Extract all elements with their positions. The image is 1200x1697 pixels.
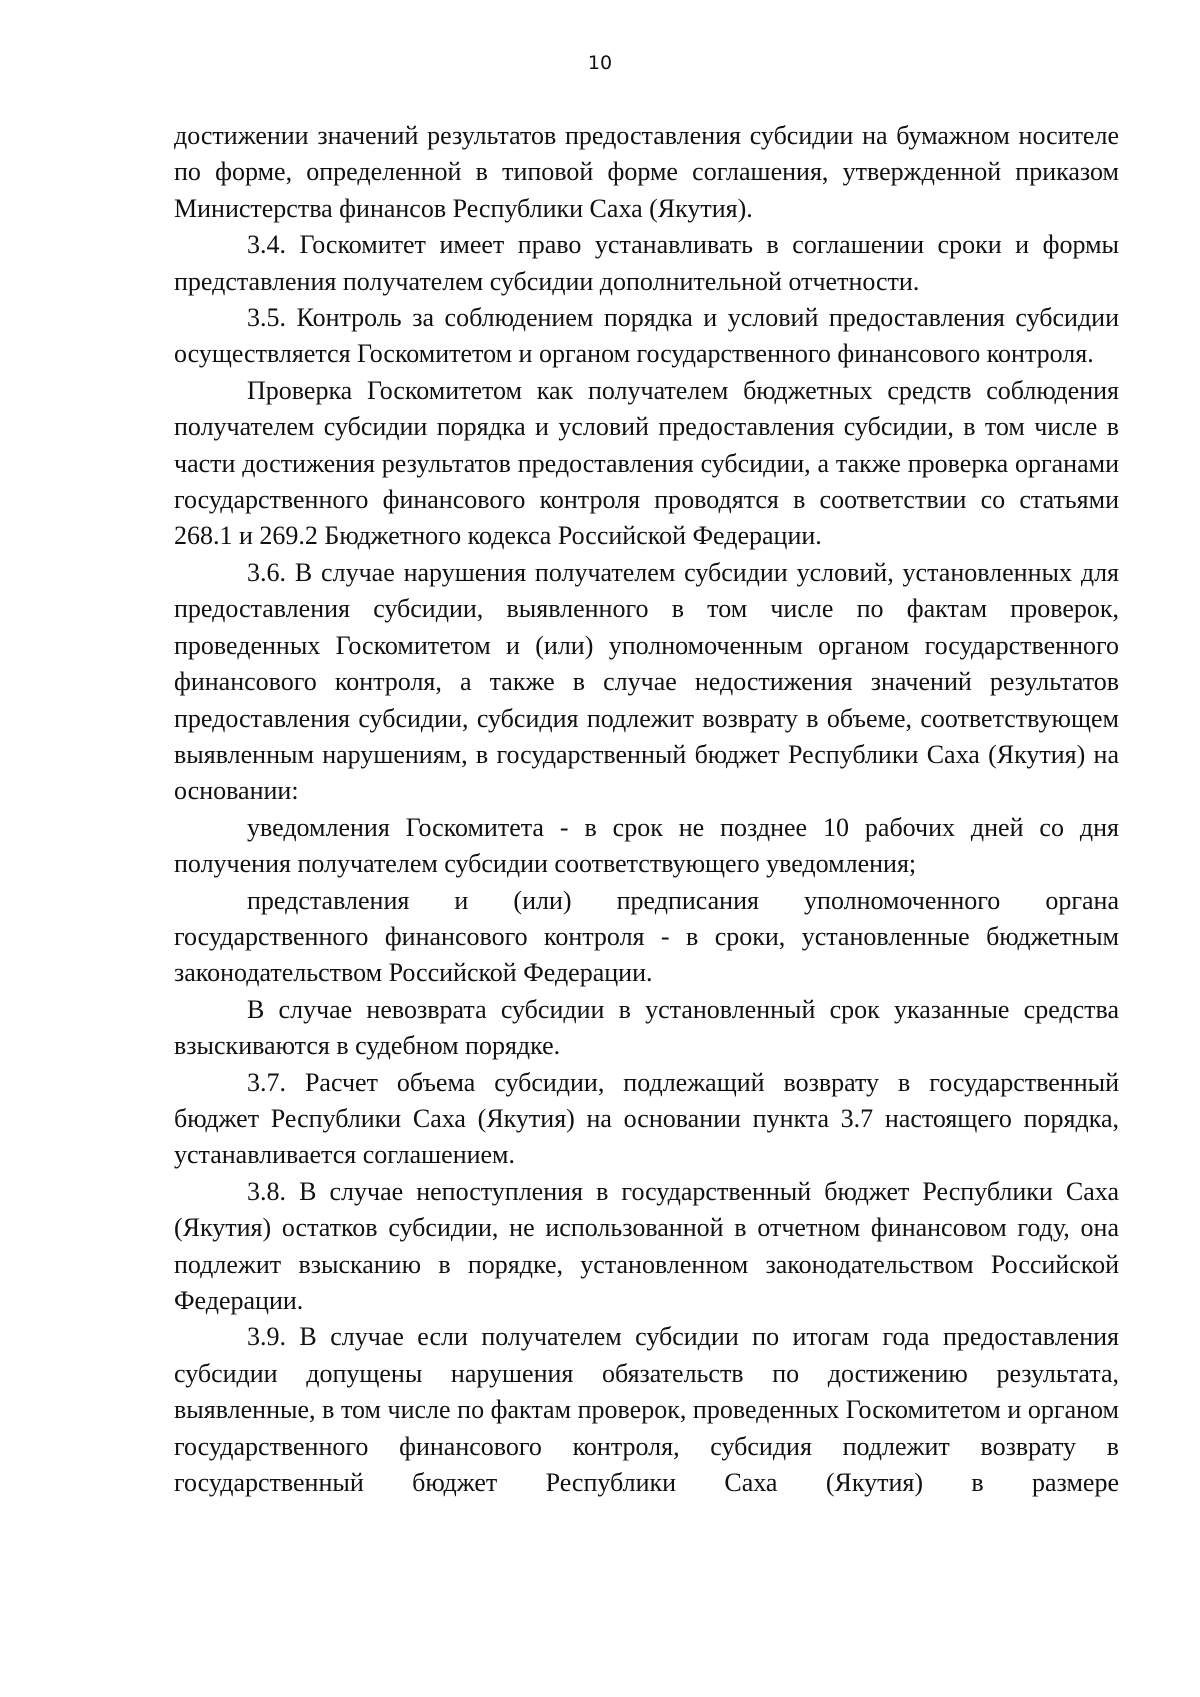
paragraph-non-return: В случае невозврата субсидии в установленный срок указанные средства взыскиваются в судебном порядке. xyxy=(174,994,1119,1061)
paragraph-3-7: 3.7. Расчет объема субсидии, подлежащий возврату в государственный бюджет Республики Саха (Якутия) на основании пункта 3.7 настоящего порядка, устанавливается соглашением. xyxy=(174,1067,1119,1170)
paragraph-3-8: 3.8. В случае непоступления в государственный бюджет Республики Саха (Якутия) остатков субсидии, не использованной в отчетном финансовом году, она подлежит взысканию в порядке, установленном законодательством Российской Федерации. xyxy=(174,1176,1119,1315)
document-body xyxy=(174,118,1119,1501)
paragraph-3-9: 3.9. В случае если получателем субсидии по итогам года предоставления субсидии допущены нарушения обязательств по достижению результата, выявленные, в том числе по фактам проверок, проведенных Госкомитетом и органом государственного финансового контроля, субсидия подлежит возврату в государственный бюджет Республики Саха (Якутия) в размере xyxy=(174,1322,1119,1498)
paragraph-3-5: 3.5. Контроль за соблюдением порядка и условий предоставления субсидии осуществляется Госкомитетом и органом государственного финансового контроля. xyxy=(174,303,1119,369)
paragraph-3-6: 3.6. В случае нарушения получателем субсидии условий, установленных для предоставления субсидии, выявленного в том числе по фактам проверок, проведенных Госкомитетом и (или) уполномоченным органом государственного финансового контроля, а также в случае недостижения значений результатов предоставления субсидии, субсидия подлежит возврату в объеме, соответствующем выявленным нарушениям, в государственный бюджет Республики Саха (Якутия) на основании: xyxy=(174,557,1119,806)
paragraph-notification: уведомления Госкомитета - в срок не позднее 10 рабочих дней со дня получения получателем субсидии соответствующего уведомления; xyxy=(174,812,1119,879)
paragraph-continuation: достижении значений результатов предоставления субсидии на бумажном носителе по форме, определенной в типовой форме соглашения, утвержденной приказом Министерства финансов Республики Саха (Якутия). xyxy=(174,121,1119,223)
paragraph-3-4: 3.4. Госкомитет имеет право устанавливать в соглашении сроки и формы представления получателем субсидии дополнительной отчетности. xyxy=(174,230,1119,296)
paragraph-submission: представления и (или) предписания уполномоченного органа государственного финансового контроля - в сроки, установленные бюджетным законодательством Российской Федерации. xyxy=(174,885,1119,988)
page-number: 10 xyxy=(587,52,613,74)
paragraph-inspection: Проверка Госкомитетом как получателем бюджетных средств соблюдения получателем субсидии порядка и условий предоставления субсидии, в том числе в части достижения результатов предоставления субсидии, а также проверка органами государственного финансового контроля проводятся в соответствии со статьями 268.1 и 269.2 Бюджетного кодекса Российской Федерации. xyxy=(174,375,1119,551)
